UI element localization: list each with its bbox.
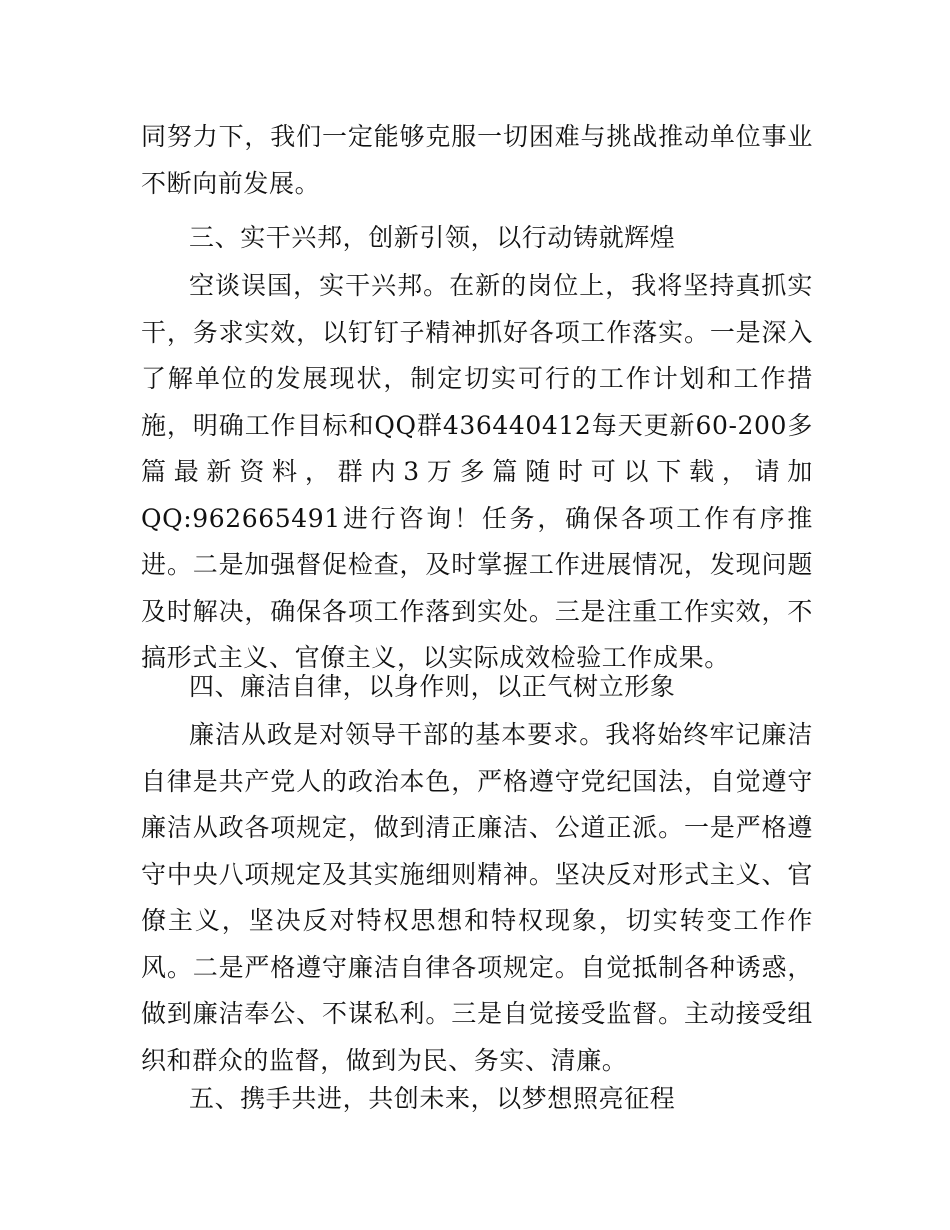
section-heading-5: 五、携手共进，共创未来，以梦想照亮征程 [189, 1084, 676, 1113]
paragraph-section-3: 空谈误国，实干兴邦。在新的岗位上，我将坚持真抓实干，务求实效，以钉钉子精神抓好各项工作落实。一是深入了解单位的发展现状，制定切实可行的工作计划和工作措施，明确工作目标和QQ群436440412每天更新60-200多篇最新资料，群内3万多篇随时可以下载，请加QQ:962665491进行咨询！任务，确保各项工作有序推进。二是加强督促检查，及时掌握工作进展情况，发现问题及时解决，确保各项工作落到实处。三是注重工作实效，不搞形式主义、官僚主义，以实际成效检验工作成果。 [141, 271, 813, 672]
section-heading-4: 四、廉洁自律，以身作则，以正气树立形象 [189, 672, 676, 701]
paragraph-section-4: 廉洁从政是对领导干部的基本要求。我将始终牢记廉洁自律是共产党人的政治本色，严格遵守党纪国法，自觉遵守廉洁从政各项规定，做到清正廉洁、公道正派。一是严格遵守中央八项规定及其实施细则精神。坚决反对形式主义、官僚主义，坚决反对特权思想和特权现象，切实转变工作作风。二是严格遵守廉洁自律各项规定。自觉抵制各种诱惑，做到廉洁奉公、不谋私利。三是自觉接受监督。主动接受组织和群众的监督，做到为民、务实、清廉。 [141, 720, 813, 1075]
paragraph-continuation: 同努力下，我们一定能够克服一切困难与挑战推动单位事业不断向前发展。 [141, 122, 813, 198]
section-heading-3: 三、实干兴邦，创新引领，以行动铸就辉煌 [189, 223, 676, 252]
